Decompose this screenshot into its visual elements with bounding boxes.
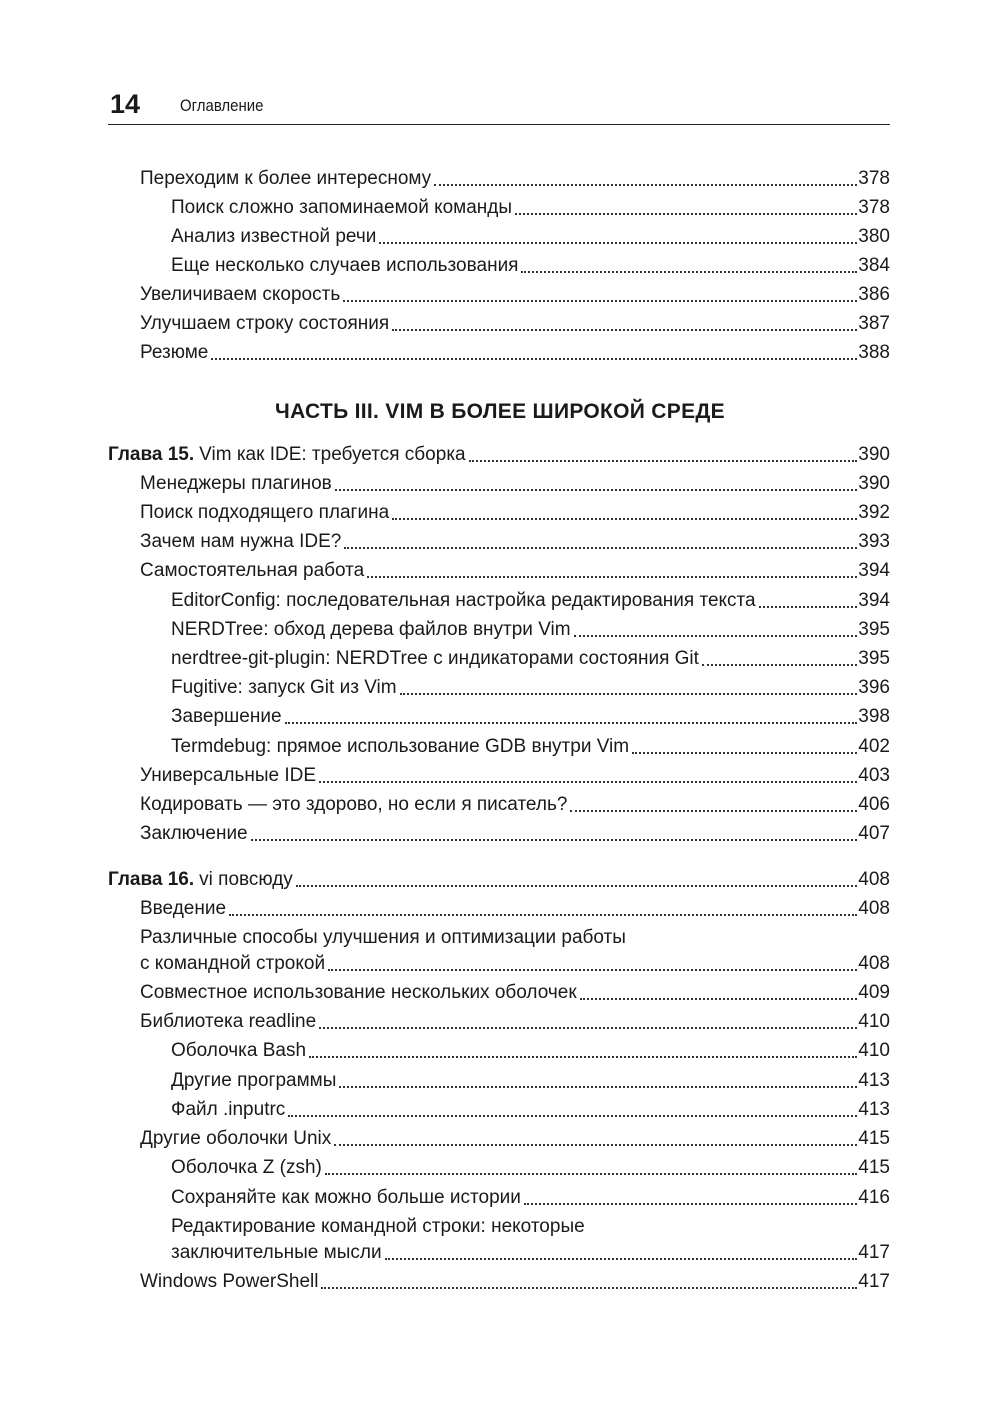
toc-entry[interactable]: Улучшаем строку состояния 387 — [140, 313, 890, 334]
toc-entry[interactable]: Еще несколько случаев использования 384 — [171, 255, 890, 276]
toc-entry[interactable]: Windows PowerShell 417 — [140, 1271, 890, 1292]
toc-entry[interactable]: Заключение 407 — [140, 823, 890, 844]
page-number: 14 — [110, 89, 141, 119]
toc-entry[interactable]: Введение 408 — [140, 898, 890, 919]
toc-entry[interactable]: Совместное использование нескольких оболочек 409 — [140, 982, 890, 1003]
toc-entry[interactable]: NERDTree: обход дерева файлов внутри Vim 395 — [171, 619, 890, 640]
toc-entry[interactable]: Самостоятельная работа 394 — [140, 560, 890, 581]
chapter-16-entry[interactable]: Глава 16. vi повсюду 408 — [108, 869, 890, 890]
toc-entry[interactable]: Поиск сложно запоминаемой команды 378 — [171, 197, 890, 218]
toc-entry[interactable]: Переходим к более интересному 378 — [140, 168, 890, 189]
page-header — [108, 88, 890, 125]
toc-entry[interactable]: EditorConfig: последовательная настройка редактирования текста 394 — [171, 590, 890, 611]
toc-entry[interactable]: Увеличиваем скорость 386 — [140, 284, 890, 305]
toc-entry[interactable]: Зачем нам нужна IDE? 393 — [140, 531, 890, 552]
toc-entry-multiline[interactable]: Редактирование командной строки: некоторые заключительные мысли 417 — [171, 1216, 890, 1263]
toc-entry[interactable]: Termdebug: прямое использование GDB внутри Vim 402 — [171, 736, 890, 757]
running-title: Оглавление — [180, 96, 264, 115]
toc-entry[interactable]: Файл .inputrc 413 — [171, 1099, 890, 1120]
toc-entry[interactable]: Завершение 398 — [171, 706, 890, 727]
toc-entry[interactable]: Менеджеры плагинов 390 — [140, 473, 890, 494]
toc-entry[interactable]: Библиотека readline 410 — [140, 1011, 890, 1032]
toc-entry[interactable]: Другие оболочки Unix 415 — [140, 1128, 890, 1149]
toc-entry[interactable]: Fugitive: запуск Git из Vim 396 — [171, 677, 890, 698]
toc-entry[interactable]: nerdtree-git-plugin: NERDTree с индикаторами состояния Git 395 — [171, 648, 890, 669]
part-title: ЧАСТЬ III. VIM В БОЛЕЕ ШИРОКОЙ СРЕДЕ — [275, 400, 725, 423]
chapter-15-entry[interactable]: Глава 15. Vim как IDE: требуется сборка 390 — [108, 444, 890, 465]
toc-entry[interactable]: Анализ известной речи 380 — [171, 226, 890, 247]
toc-entry-multiline[interactable]: Различные способы улучшения и оптимизации работы с командной строкой 408 — [140, 927, 890, 974]
toc-entry[interactable]: Другие программы 413 — [171, 1070, 890, 1091]
toc-entry[interactable]: Универсальные IDE 403 — [140, 765, 890, 786]
toc-entry[interactable]: Сохраняйте как можно больше истории 416 — [171, 1187, 890, 1208]
toc-entry[interactable]: Резюме 388 — [140, 342, 890, 363]
toc-entry[interactable]: Кодировать — это здорово, но если я писатель? 406 — [140, 794, 890, 815]
toc-entry[interactable]: Оболочка Bash 410 — [171, 1040, 890, 1061]
toc-entry[interactable]: Оболочка Z (zsh) 415 — [171, 1157, 890, 1178]
toc-entry[interactable]: Поиск подходящего плагина 392 — [140, 502, 890, 523]
